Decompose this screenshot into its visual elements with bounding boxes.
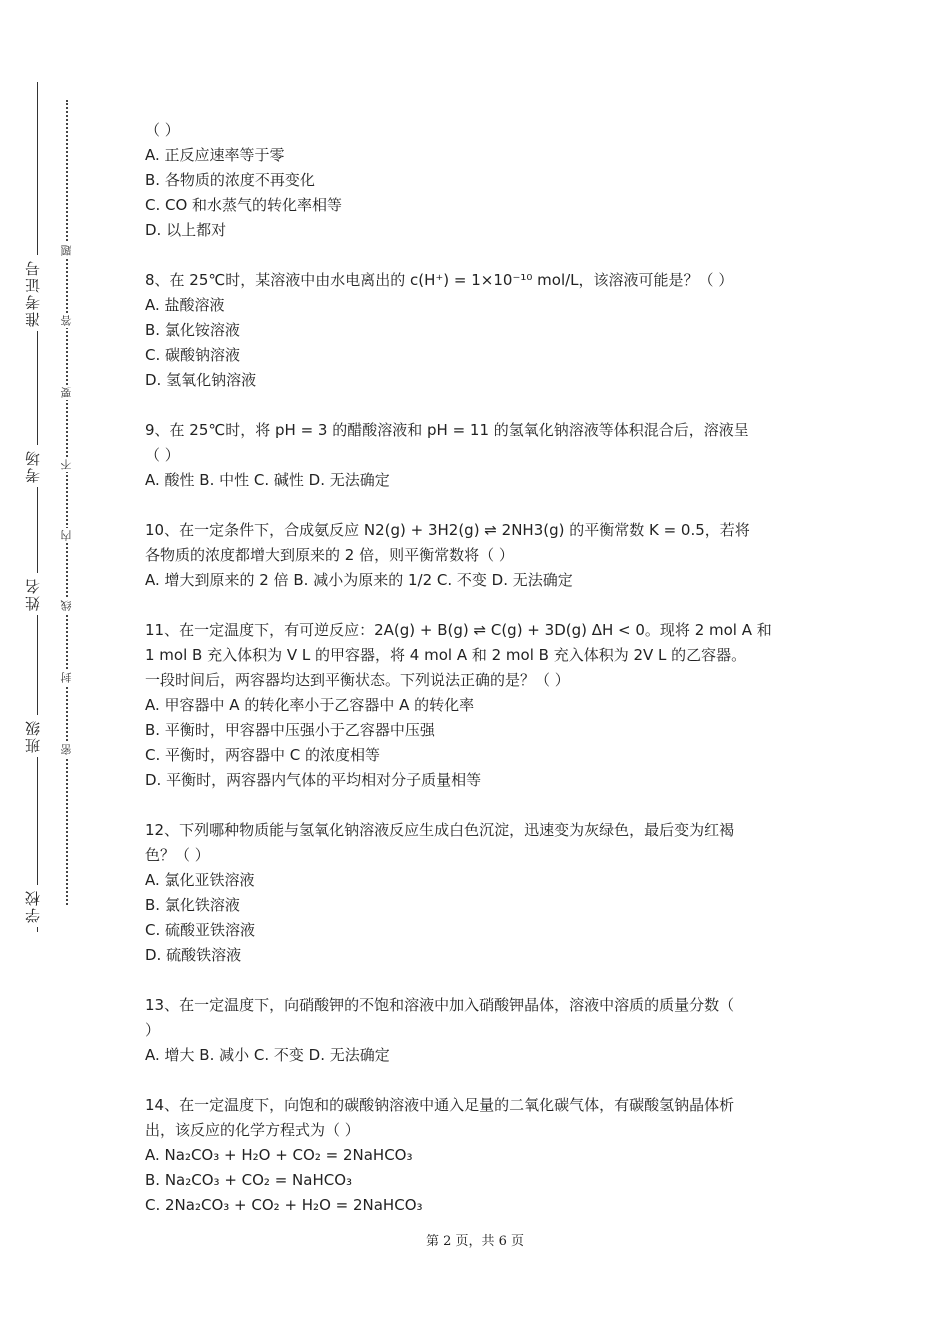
question-block bbox=[145, 518, 815, 593]
option-line: A. 氯化亚铁溶液 bbox=[145, 871, 255, 889]
question-block bbox=[145, 818, 815, 968]
option-line: C. 碳酸钠溶液 bbox=[145, 346, 241, 364]
seal-char: 不 bbox=[60, 459, 73, 470]
seal-char: 答 bbox=[60, 315, 73, 326]
question-line: 14、在一定温度下，向饱和的碳酸钠溶液中通入足量的二氧化碳气体，有碳酸氢钠晶体析 bbox=[145, 1096, 735, 1114]
seal-char: 题 bbox=[60, 245, 73, 256]
label-class: 班级 bbox=[22, 715, 43, 757]
question-block bbox=[145, 268, 815, 393]
binding-solid-line bbox=[37, 82, 38, 932]
question-line: 各物质的浓度都增大到原来的 2 倍，则平衡常数将（ ） bbox=[145, 546, 514, 564]
option-line: D. 氢氧化钠溶液 bbox=[145, 371, 257, 389]
label-school: 学校 bbox=[22, 885, 43, 927]
option-line: A. 正反应速率等于零 bbox=[145, 146, 285, 164]
seal-char: 密 bbox=[60, 744, 73, 755]
question-block bbox=[145, 1093, 815, 1218]
option-line: B. Na₂CO₃ + CO₂ = NaHCO₃ bbox=[145, 1171, 353, 1189]
option-line: C. 硫酸亚铁溶液 bbox=[145, 921, 256, 939]
question-line: 9、在 25℃时，将 pH = 3 的醋酸溶液和 pH = 11 的氢氧化钠溶液等体积混合后，溶液呈 bbox=[145, 421, 749, 439]
seal-char: 要 bbox=[60, 387, 73, 398]
question-line: 色？（ ） bbox=[145, 846, 210, 864]
question-block bbox=[145, 118, 815, 243]
option-line: B. 氯化铁溶液 bbox=[145, 896, 240, 914]
question-block bbox=[145, 993, 815, 1068]
option-line: A. 增大 B. 减小 C. 不变 D. 无法确定 bbox=[145, 1046, 390, 1064]
binding-dotted-line bbox=[66, 100, 68, 905]
question-list bbox=[145, 118, 815, 1218]
option-line: A. Na₂CO₃ + H₂O + CO₂ = 2NaHCO₃ bbox=[145, 1146, 413, 1164]
option-line: D. 以上都对 bbox=[145, 221, 227, 239]
option-line: D. 硫酸铁溶液 bbox=[145, 946, 242, 964]
seal-char: 内 bbox=[60, 530, 73, 541]
question-line: 一段时间后，两容器均达到平衡状态。下列说法正确的是？（ ） bbox=[145, 671, 570, 689]
question-line: 11、在一定温度下，有可逆反应：2A(g) + B(g) ⇌ C(g) + 3D(g) ΔH < 0。现将 2 mol A 和 bbox=[145, 621, 772, 639]
option-line: A. 酸性 B. 中性 C. 碱性 D. 无法确定 bbox=[145, 471, 390, 489]
label-name: 姓名 bbox=[22, 573, 43, 615]
option-line: C. 2Na₂CO₃ + CO₂ + H₂O = 2NaHCO₃ bbox=[145, 1196, 423, 1214]
option-line: C. 平衡时，两容器中 C 的浓度相等 bbox=[145, 746, 381, 764]
option-line: B. 氯化铵溶液 bbox=[145, 321, 240, 339]
label-exam-room: 考场 bbox=[22, 445, 43, 487]
binding-margin bbox=[0, 0, 110, 1344]
question-line: （ ） bbox=[145, 121, 180, 139]
seal-char: 线 bbox=[60, 600, 73, 611]
option-line: A. 甲容器中 A 的转化率小于乙容器中 A 的转化率 bbox=[145, 696, 475, 714]
option-line: B. 各物质的浓度不再变化 bbox=[145, 171, 315, 189]
seal-char: 封 bbox=[60, 672, 73, 683]
question-block bbox=[145, 618, 815, 793]
option-line: B. 平衡时，甲容器中压强小于乙容器中压强 bbox=[145, 721, 435, 739]
option-line: A. 增大到原来的 2 倍 B. 减小为原来的 1/2 C. 不变 D. 无法确定 bbox=[145, 571, 573, 589]
question-line: 12、下列哪种物质能与氢氧化钠溶液反应生成白色沉淀，迅速变为灰绿色，最后变为红褐 bbox=[145, 821, 735, 839]
question-line: 8、在 25℃时，某溶液中由水电离出的 c(H⁺) = 1×10⁻¹⁰ mol/L，该溶液可能是？（ ） bbox=[145, 271, 734, 289]
option-line: D. 平衡时，两容器内气体的平均相对分子质量相等 bbox=[145, 771, 482, 789]
page-footer: 第 2 页，共 6 页 bbox=[425, 1234, 525, 1249]
label-exam-number: 准考证号 bbox=[22, 255, 43, 331]
question-line: 出，该反应的化学方程式为（ ） bbox=[145, 1121, 360, 1139]
question-line: ） bbox=[145, 1021, 161, 1039]
option-line: C. CO 和水蒸气的转化率相等 bbox=[145, 196, 343, 214]
question-line: （ ） bbox=[145, 446, 180, 464]
question-block bbox=[145, 418, 815, 493]
question-line: 1 mol B 充入体积为 V L 的甲容器，将 4 mol A 和 2 mol B 充入体积为 2V L 的乙容器。 bbox=[145, 646, 747, 664]
option-line: A. 盐酸溶液 bbox=[145, 296, 225, 314]
question-line: 10、在一定条件下，合成氨反应 N2(g) + 3H2(g) ⇌ 2NH3(g) 的平衡常数 K = 0.5，若将 bbox=[145, 521, 750, 539]
question-line: 13、在一定温度下，向硝酸钾的不饱和溶液中加入硝酸钾晶体，溶液中溶质的质量分数（ bbox=[145, 996, 735, 1014]
